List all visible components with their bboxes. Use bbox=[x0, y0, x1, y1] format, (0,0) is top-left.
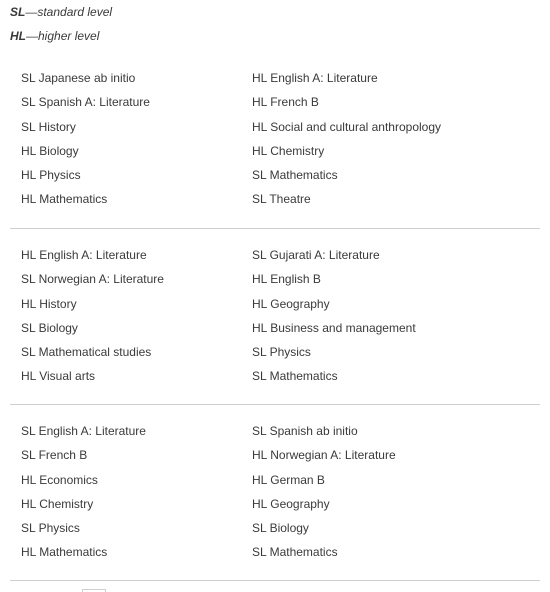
subject-item: SL Japanese ab initio bbox=[21, 71, 136, 85]
subject-column-right bbox=[252, 69, 441, 215]
subject-item: HL English A: Literature bbox=[21, 248, 147, 262]
subject-item: HL Geography bbox=[252, 296, 330, 311]
subject-item: SL Spanish A: Literature bbox=[21, 95, 150, 110]
subject-item: HL German B bbox=[252, 472, 325, 487]
subject-item: SL Spanish ab initio bbox=[252, 424, 358, 438]
subject-item: HL Visual arts bbox=[21, 369, 96, 384]
subject-column-left bbox=[21, 246, 164, 392]
subject-item: SL Mathematics bbox=[252, 545, 338, 560]
subject-column-right bbox=[252, 246, 416, 392]
subject-item: HL Chemistry bbox=[252, 143, 325, 158]
subject-item: HL English A: Literature bbox=[252, 71, 378, 85]
subject-column-right bbox=[252, 422, 396, 568]
subject-item: HL French B bbox=[252, 95, 319, 110]
group-divider bbox=[10, 580, 540, 581]
subject-item: HL Mathematics bbox=[21, 545, 108, 560]
subject-item: SL History bbox=[21, 119, 76, 134]
group-divider bbox=[10, 404, 540, 405]
subject-item: HL Norwegian A: Literature bbox=[252, 448, 396, 463]
legend-sl-text: —standard level bbox=[25, 5, 113, 19]
subject-column-left bbox=[21, 69, 150, 215]
legend-hl-abbr: HL bbox=[10, 29, 26, 43]
subject-item: HL English B bbox=[252, 272, 321, 287]
legend-sl-abbr: SL bbox=[10, 5, 26, 19]
subject-item: HL Chemistry bbox=[21, 496, 94, 511]
subject-column-left bbox=[21, 422, 146, 568]
group-divider bbox=[10, 228, 540, 229]
subject-item: HL Physics bbox=[21, 168, 81, 183]
subject-item: SL Norwegian A: Literature bbox=[21, 272, 164, 287]
subject-item: HL Biology bbox=[21, 143, 79, 158]
subject-item: SL French B bbox=[21, 448, 88, 463]
subject-item: SL Mathematical studies bbox=[21, 345, 152, 360]
subject-item: SL Mathematics bbox=[252, 369, 338, 384]
legend-standard-level bbox=[10, 5, 112, 19]
subject-item: HL Social and cultural anthropology bbox=[252, 119, 442, 134]
subject-item: HL Geography bbox=[252, 496, 330, 511]
subject-item: HL Economics bbox=[21, 472, 98, 487]
subject-item: HL Business and management bbox=[252, 320, 416, 335]
subject-item: HL Mathematics bbox=[21, 192, 108, 207]
legend-higher-level bbox=[10, 29, 99, 43]
subject-item: SL Biology bbox=[252, 521, 309, 536]
subject-item: SL Theatre bbox=[252, 192, 311, 207]
subject-item: SL English A: Literature bbox=[21, 424, 146, 438]
legend-hl-text: —higher level bbox=[26, 29, 100, 43]
subject-item: SL Mathematics bbox=[252, 168, 338, 183]
subject-item: SL Biology bbox=[21, 320, 78, 335]
subject-item: SL Physics bbox=[252, 345, 311, 360]
subject-item: SL Gujarati A: Literature bbox=[252, 248, 380, 262]
subject-item: HL History bbox=[21, 296, 77, 311]
subject-item: SL Physics bbox=[21, 521, 80, 536]
